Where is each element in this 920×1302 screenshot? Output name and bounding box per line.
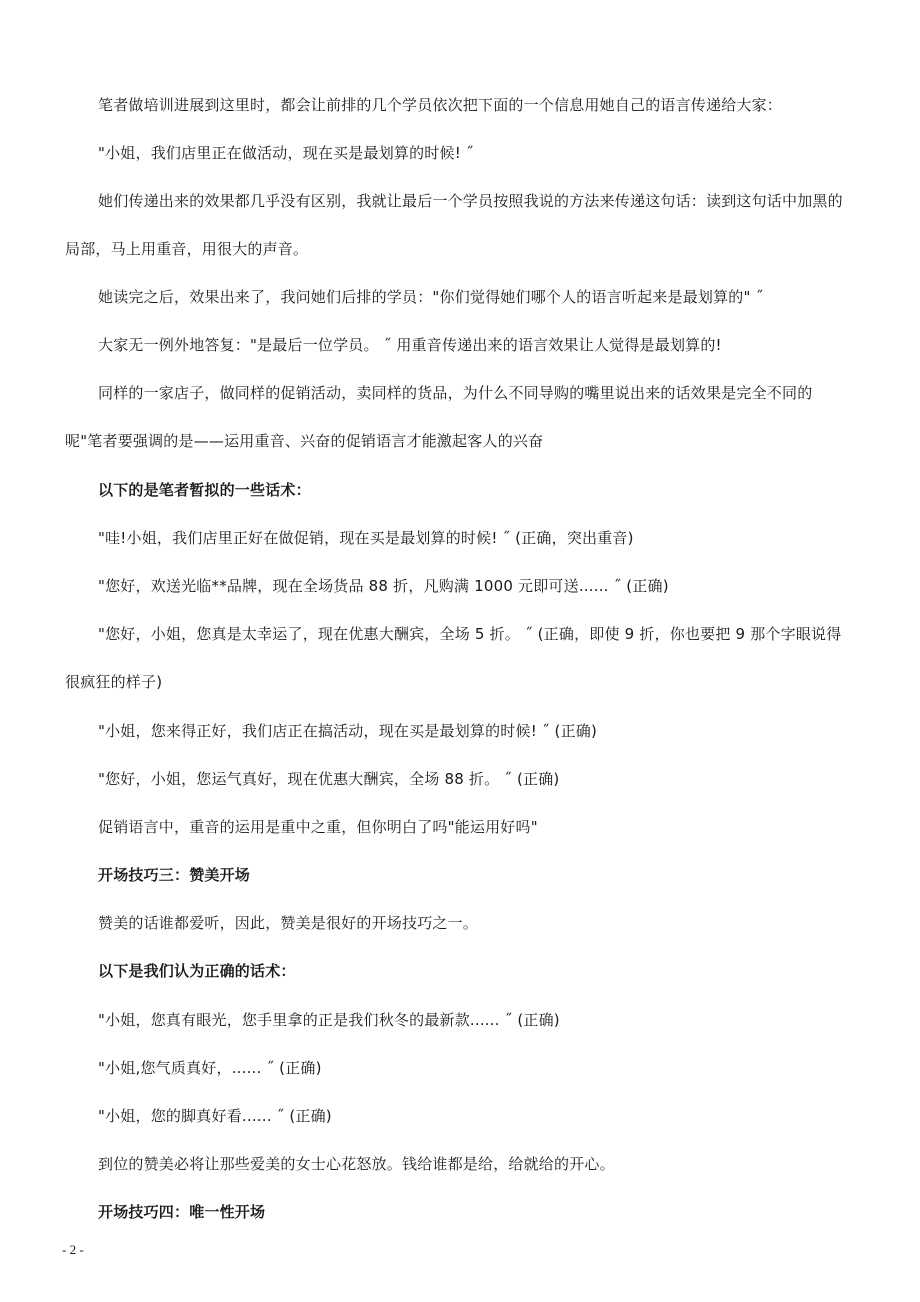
paragraph: "小姐，我们店里正在做活动，现在买是最划算的时候! ˝ <box>98 144 474 162</box>
paragraph: 同样的一家店子，做同样的促销活动，卖同样的货品，为什么不同导购的嘴里说出来的话效果是完全不同的呢"笔者要强调的是——运用重音、兴奋的促销语言才能激起客人的兴奋 <box>65 384 813 450</box>
paragraph: "小姐,您气质真好，...... ˝ (正确) <box>98 1059 322 1077</box>
section-heading: 以下是我们认为正确的话术： <box>98 962 296 980</box>
paragraph: "小姐，您真有眼光，您手里拿的正是我们秋冬的最新款...... ˝ (正确) <box>98 1011 560 1029</box>
paragraph: 到位的赞美必将让那些爱美的女士心花怒放。钱给谁都是给，给就给的开心。 <box>98 1155 615 1173</box>
section-heading: 开场技巧四：唯一性开场 <box>98 1203 266 1221</box>
paragraph: 赞美的话谁都爱听，因此，赞美是很好的开场技巧之一。 <box>98 914 479 932</box>
paragraph: "您好，小姐，您真是太幸运了，现在优惠大酬宾，全场 5 折。 ˝ (正确，即使 9 折，你也要把 9 那个字眼说得很疯狂的样子) <box>65 625 842 691</box>
paragraph: "您好，小姐，您运气真好，现在优惠大酬宾，全场 88 折。 ˝ (正确) <box>98 770 560 788</box>
paragraph: "小姐，您来得正好，我们店正在搞活动，现在买是最划算的时候! ˝ (正确) <box>98 722 598 740</box>
paragraph: "哇!小姐，我们店里正好在做促销，现在买是最划算的时候! ˝ (正确，突出重音) <box>98 529 634 547</box>
paragraph: "小姐，您的脚真好看...... ˝ (正确) <box>98 1107 332 1125</box>
paragraph: 大家无一例外地答复："是最后一位学员。 ˝ 用重音传递出来的语言效果让人觉得是最划算的! <box>98 336 722 354</box>
paragraph: 她读完之后，效果出来了，我问她们后排的学员："你们觉得她们哪个人的语言听起来是最划算的" ˝ <box>98 288 764 306</box>
section-heading: 开场技巧三：赞美开场 <box>98 866 251 884</box>
page-number: - 2 - <box>62 1242 84 1257</box>
paragraph: 促销语言中，重音的运用是重中之重，但你明白了吗"能运用好吗" <box>98 818 538 836</box>
paragraph: 笔者做培训进展到这里时，都会让前排的几个学员依次把下面的一个信息用她自己的语言传递给大家： <box>98 96 783 114</box>
paragraph: "您好，欢送光临**品牌，现在全场货品 88 折，凡购满 1000 元即可送...... ˝ (正确) <box>98 577 669 595</box>
section-heading: 以下的是笔者暂拟的一些话术： <box>98 481 311 499</box>
paragraph: 她们传递出来的效果都几乎没有区别，我就让最后一个学员按照我说的方法来传递这句话：读到这句话中加黑的局部，马上用重音，用很大的声音。 <box>65 192 843 258</box>
